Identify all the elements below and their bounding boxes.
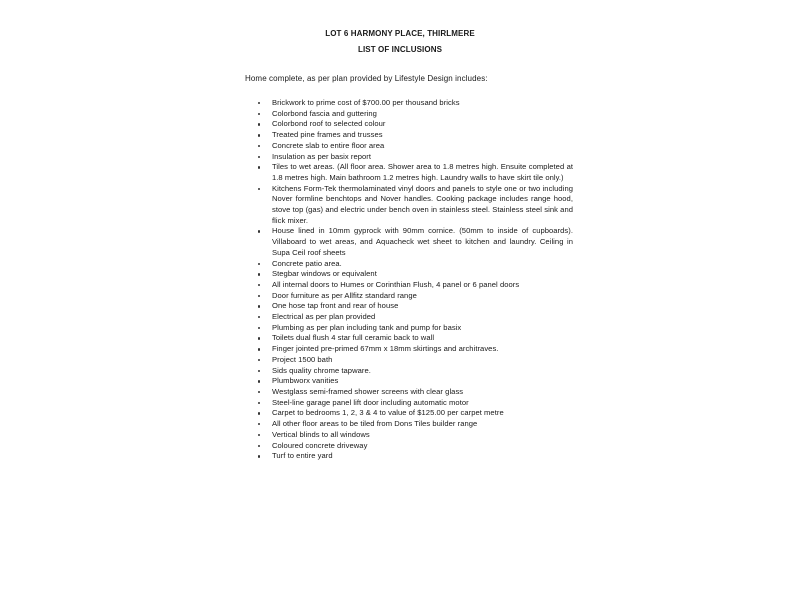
list-item-text: Treated pine frames and trusses (272, 130, 383, 140)
bullet-icon (258, 412, 260, 414)
list-item (258, 430, 573, 441)
list-item (258, 259, 573, 270)
list-item (258, 291, 573, 302)
document-subtitle: LIST OF INCLUSIONS (357, 45, 443, 54)
document-title: LOT 6 HARMONY PLACE, THIRLMERE (325, 29, 475, 38)
list-item (258, 376, 573, 387)
bullet-icon (258, 380, 260, 382)
list-item (258, 366, 573, 377)
list-item-text: Steel-line garage panel lift door including automatic motor (272, 397, 469, 407)
list-item (258, 109, 573, 120)
bullet-icon (258, 230, 260, 232)
bullet-icon (258, 188, 260, 190)
list-item-text: Tiles to wet areas. (All floor area. Shower area to 1.8 metres high. Ensuite completed at 1.8 metres high. Main bathroom 1.2 metres high. Laundry walls to have skirt tile only.) (272, 162, 573, 182)
bullet-icon (258, 145, 260, 147)
bullet-icon (258, 455, 260, 457)
bullet-icon (258, 284, 260, 286)
list-item-text: Insulation as per basix report (272, 151, 372, 161)
list-item-text: House lined in 10mm gyprock with 90mm cornice. (50mm to inside of cupboards). Villaboard to wet areas, and Aquacheck wet sheet to kitchen and laundry. Ceiling in Supa Ceil roof sheets (272, 226, 573, 257)
list-item (258, 184, 573, 227)
list-item (258, 130, 573, 141)
list-item (258, 344, 573, 355)
list-item-text: One hose tap front and rear of house (272, 301, 399, 311)
list-item (258, 280, 573, 291)
bullet-icon (258, 348, 260, 350)
bullet-icon (258, 166, 260, 168)
bullet-icon (258, 391, 260, 393)
list-item-text: Stegbar windows or equivalent (272, 269, 377, 279)
list-item-text: Turf to entire yard (272, 451, 333, 461)
bullet-icon (258, 305, 260, 307)
intro-text: Home complete, as per plan provided by Lifestyle Design includes: (245, 74, 488, 83)
bullet-icon (258, 423, 260, 425)
list-item-text: Vertical blinds to all windows (272, 429, 370, 439)
list-item-text: Coloured concrete driveway (272, 440, 368, 450)
list-item-text: Kitchens Form-Tek thermolaminated vinyl doors and panels to style one or two including Nover formline benchtops and Nover handles. Cooking package includes range hood, stove top (gas) and electric under bench oven in stainless steel. Stainless steel sink and flick mixer. (272, 183, 573, 225)
list-item-text: Colorbond fascia and guttering (272, 108, 377, 118)
list-item (258, 408, 573, 419)
list-item (258, 441, 573, 452)
bullet-icon (258, 113, 260, 115)
list-item-text: Sids quality chrome tapware. (272, 365, 371, 375)
bullet-icon (258, 337, 260, 339)
bullet-icon (258, 263, 260, 265)
bullet-icon (258, 327, 260, 329)
list-item (258, 119, 573, 130)
list-item-text: Project 1500 bath (272, 354, 333, 364)
bullet-icon (258, 434, 260, 436)
list-item (258, 387, 573, 398)
list-item (258, 333, 573, 344)
list-item-text: All other floor areas to be tiled from Dons Tiles builder range (272, 419, 478, 429)
list-item-text: Westglass semi-framed shower screens with clear glass (272, 386, 464, 396)
list-item (258, 451, 573, 462)
bullet-icon (258, 102, 260, 104)
list-item (258, 98, 573, 109)
list-item (258, 226, 573, 258)
list-item-text: Electrical as per plan provided (272, 312, 376, 322)
inclusions-list (258, 98, 573, 462)
list-item-text: Brickwork to prime cost of $700.00 per thousand bricks (272, 98, 460, 107)
list-item (258, 355, 573, 366)
list-item-text: Plumbworx vanities (272, 376, 339, 386)
bullet-icon (258, 445, 260, 447)
list-item (258, 162, 573, 183)
list-item (258, 312, 573, 323)
list-item-text: Colorbond roof to selected colour (272, 119, 386, 129)
list-item (258, 269, 573, 280)
list-item (258, 398, 573, 409)
list-item (258, 323, 573, 334)
bullet-icon (258, 134, 260, 136)
list-item-text: Plumbing as per plan including tank and pump for basix (272, 322, 462, 332)
list-item-text: Concrete patio area. (272, 258, 342, 268)
bullet-icon (258, 273, 260, 275)
list-item (258, 141, 573, 152)
bullet-icon (258, 295, 260, 297)
list-item (258, 152, 573, 163)
list-item (258, 301, 573, 312)
bullet-icon (258, 370, 260, 372)
list-item-text: Concrete slab to entire floor area (272, 140, 385, 150)
bullet-icon (258, 123, 260, 125)
list-item-text: Carpet to bedrooms 1, 2, 3 & 4 to value of $125.00 per carpet metre (272, 408, 504, 418)
list-item (258, 419, 573, 430)
bullet-icon (258, 156, 260, 158)
bullet-icon (258, 402, 260, 404)
list-item-text: Finger jointed pre-primed 67mm x 18mm skirtings and architraves. (272, 344, 499, 354)
list-item-text: Toilets dual flush 4 star full ceramic back to wall (272, 333, 435, 343)
bullet-icon (258, 359, 260, 361)
list-item-text: Door furniture as per Allfitz standard range (272, 290, 417, 300)
bullet-icon (258, 316, 260, 318)
list-item-text: All internal doors to Humes or Corinthian Flush, 4 panel or 6 panel doors (272, 279, 520, 289)
